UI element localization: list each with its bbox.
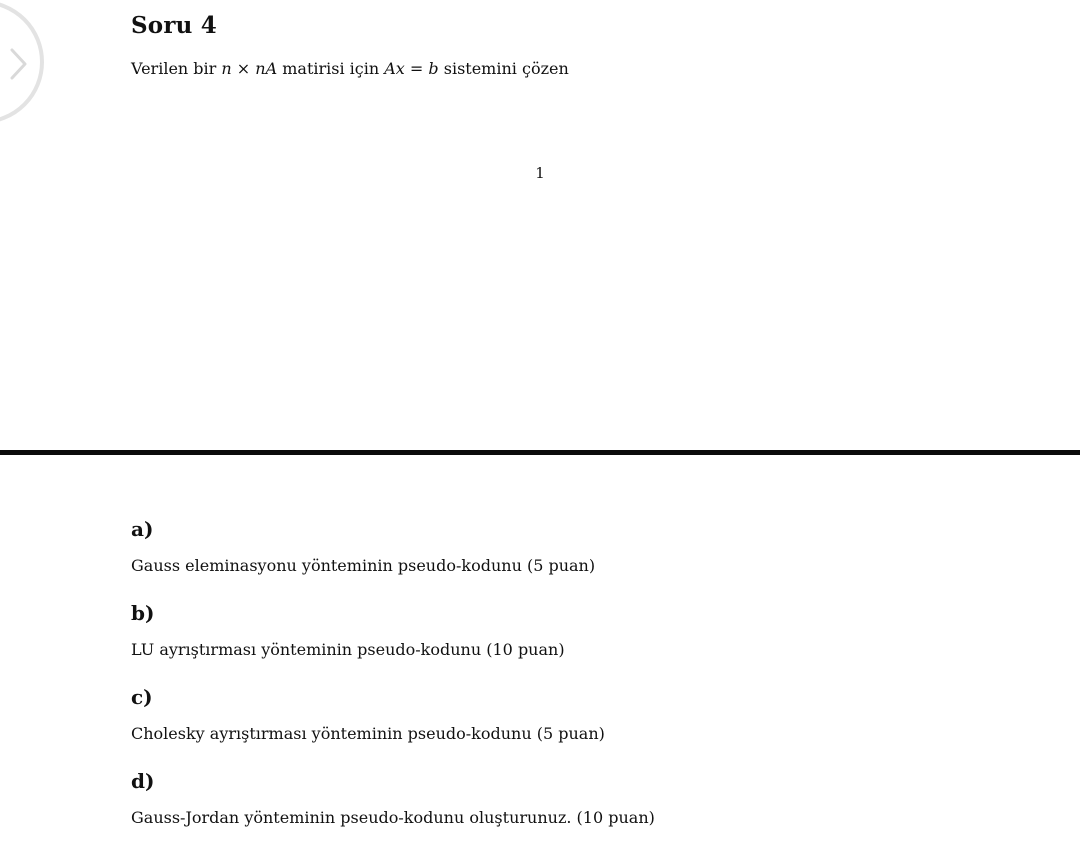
page-number: 1 <box>535 164 545 182</box>
part-a-label: a) <box>131 517 154 541</box>
question-text-suffix: sistemini çözen <box>438 59 569 78</box>
part-d-text: Gauss-Jordan yönteminin pseudo-kodunu oluşturunuz. (10 puan) <box>131 808 655 827</box>
question-text-middle: matirisi için <box>277 59 385 78</box>
question-text <box>131 59 569 78</box>
part-d-label: d) <box>131 769 155 793</box>
question-title: Soru 4 <box>131 12 218 39</box>
chevron-right-icon <box>10 48 28 80</box>
part-a-text: Gauss eleminasyonu yönteminin pseudo-kodunu (5 puan) <box>131 556 596 575</box>
question-text-prefix: Verilen bir <box>131 59 222 78</box>
part-c-text: Cholesky ayrıştırması yönteminin pseudo-kodunu (5 puan) <box>131 724 605 743</box>
page-2 <box>0 455 1080 856</box>
next-page-button[interactable] <box>0 0 44 124</box>
part-b-text: LU ayrıştırması yönteminin pseudo-kodunu (10 puan) <box>131 640 565 659</box>
system-equation-math: Ax = b <box>384 59 439 78</box>
part-c-label: c) <box>131 685 153 709</box>
matrix-size-math: n × nA <box>221 59 278 78</box>
part-b-label: b) <box>131 601 155 625</box>
